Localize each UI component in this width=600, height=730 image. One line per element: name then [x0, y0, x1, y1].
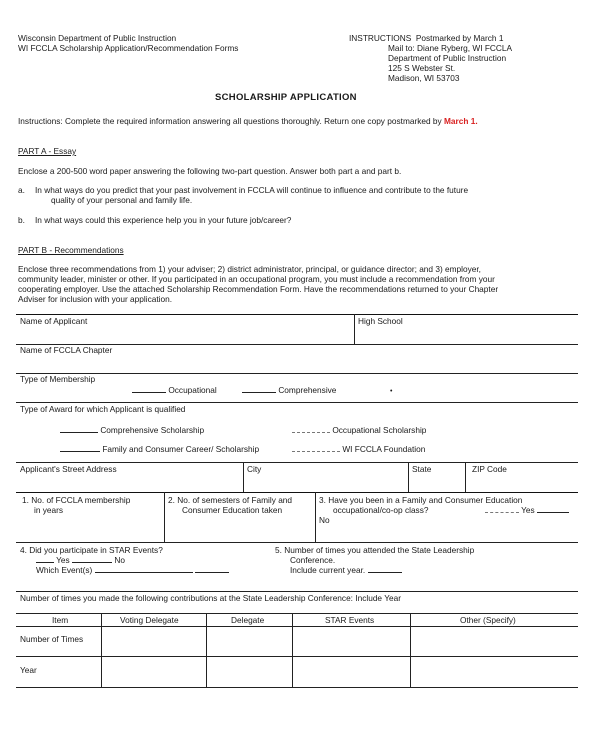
- q4-no-blank[interactable]: [72, 562, 112, 563]
- comprehensive-blank[interactable]: [242, 392, 276, 393]
- part-b-line3: cooperating employer. Use the attached Scholarship Recommendation Form. Have the recommendations returned to your Chapter: [18, 284, 499, 294]
- instructions-word: INSTRUCTIONS: [349, 33, 412, 43]
- name-of-applicant-label: Name of Applicant: [20, 316, 88, 326]
- mail-to: Mail to: Diane Ryberg, WI FCCLA: [388, 43, 513, 53]
- part-b-line4: Adviser for inclusion with your application.: [18, 294, 173, 304]
- page-title: SCHOLARSHIP APPLICATION: [215, 92, 357, 103]
- part-a-a-label: a.: [18, 185, 25, 195]
- divider: [410, 613, 411, 687]
- org-line-2: WI FCCLA Scholarship Application/Recommendation Forms: [18, 43, 239, 53]
- address-line-1: Department of Public Instruction: [388, 53, 507, 63]
- state-label: State: [412, 464, 432, 474]
- rule: [16, 492, 578, 493]
- street-label: Applicant's Street Address: [20, 464, 117, 474]
- occupational-blank[interactable]: [132, 392, 166, 393]
- divider: [243, 462, 244, 492]
- rule: [16, 542, 578, 543]
- rule: [16, 687, 578, 688]
- occ-scholarship-label: Occupational Scholarship: [332, 425, 427, 435]
- table-header-delegate: Delegate: [231, 615, 265, 625]
- rule: [16, 591, 578, 592]
- divider: [408, 462, 409, 492]
- foundation-option[interactable]: [292, 445, 425, 455]
- q4-yes-blank[interactable]: [36, 562, 54, 563]
- rule: [16, 656, 578, 657]
- q3-yes-option[interactable]: [485, 506, 569, 516]
- fcc-scholarship-option[interactable]: [60, 445, 259, 455]
- divider: [292, 613, 293, 687]
- foundation-label: WI FCCLA Foundation: [342, 444, 426, 454]
- comprehensive-label: Comprehensive: [278, 385, 337, 395]
- comp-scholarship-label: Comprehensive Scholarship: [100, 425, 205, 435]
- form-top-rule: [16, 314, 578, 315]
- rule: [16, 373, 578, 374]
- divider: [206, 613, 207, 687]
- table-header-other: Other (Specify): [460, 615, 516, 625]
- table-header-item: Item: [52, 615, 69, 625]
- which-events-field[interactable]: [36, 566, 229, 576]
- org-line-1: Wisconsin Department of Public Instruction: [18, 33, 177, 43]
- city-label: City: [247, 464, 262, 474]
- high-school-label: High School: [358, 316, 403, 326]
- contrib-heading: Number of times you made the following contributions at the State Leadership Conference: Include Year: [20, 593, 401, 603]
- which-events-blank[interactable]: [95, 572, 193, 573]
- part-a-b-text: In what ways could this experience help you in your future job/career?: [35, 215, 292, 225]
- q3-no-label: No: [319, 515, 330, 525]
- fcc-scholarship-label: Family and Consumer Career/ Scholarship: [102, 444, 260, 454]
- occupational-option[interactable]: [132, 386, 217, 396]
- award-type-label: Type of Award for which Applicant is qualified: [20, 404, 186, 414]
- occ-scholarship-option[interactable]: [292, 426, 426, 436]
- part-b-line1: Enclose three recommendations from 1) your adviser; 2) district administrator, principal, or guidance director; and 3) employer,: [18, 264, 481, 274]
- q4-label: 4. Did you participate in STAR Events?: [20, 545, 163, 555]
- part-b-heading: PART B - Recommendations: [18, 245, 124, 255]
- q5-blank[interactable]: [368, 572, 402, 573]
- membership-type-label: Type of Membership: [20, 374, 96, 384]
- comprehensive-option[interactable]: [242, 386, 336, 396]
- q1-line2: in years: [34, 505, 64, 515]
- rule: [16, 462, 578, 463]
- part-a-intro: Enclose a 200-500 word paper answering the following two-part question. Answer both part a and part b.: [18, 166, 402, 176]
- q5-line1: 5. Number of times you attended the State Leadership: [275, 545, 475, 555]
- address-line-2: 125 S Webster St.: [388, 63, 456, 73]
- fcc-scholarship-blank[interactable]: [60, 451, 100, 452]
- address-line-3: Madison, WI 53703: [388, 73, 460, 83]
- occupational-label: Occupational: [168, 385, 217, 395]
- q3-yes-label: Yes: [521, 505, 535, 515]
- q5-line3-field[interactable]: [290, 566, 402, 576]
- instructions-text: Instructions: Complete the required information answering all questions thoroughly. Return one copy postmarked by: [18, 116, 442, 126]
- part-a-a-line2: quality of your personal and family life.: [51, 195, 193, 205]
- q3-line2: occupational/co-op class?: [333, 505, 429, 515]
- rule: [16, 402, 578, 403]
- occ-scholarship-blank[interactable]: [292, 432, 330, 433]
- q5-line3-label: Include current year.: [290, 565, 366, 575]
- q3-line1: 3. Have you been in a Family and Consumer Education: [319, 495, 523, 505]
- foundation-blank[interactable]: [292, 451, 340, 452]
- divider: [354, 314, 355, 344]
- bullet-mark: •: [390, 388, 393, 395]
- postmark-text: Postmarked by March 1: [415, 33, 504, 43]
- q3-yes-trailing-blank: [537, 512, 569, 513]
- divider: [101, 613, 102, 687]
- q1-line1: 1. No. of FCCLA membership: [22, 495, 131, 505]
- divider: [315, 492, 316, 542]
- part-a-a-line1: In what ways do you predict that your past involvement in FCCLA will continue to influence and contribute to the future: [35, 185, 469, 195]
- q3-yes-blank[interactable]: [485, 512, 519, 513]
- row-year: Year: [20, 665, 37, 675]
- instructions-line: [18, 117, 478, 127]
- which-events-label: Which Event(s): [36, 565, 93, 575]
- deadline-text: March 1.: [444, 116, 478, 126]
- comp-scholarship-blank[interactable]: [60, 432, 98, 433]
- q2-line2: Consumer Education taken: [182, 505, 283, 515]
- table-header-star-events: STAR Events: [325, 615, 375, 625]
- chapter-label: Name of FCCLA Chapter: [20, 345, 113, 355]
- zip-label: ZIP Code: [472, 464, 507, 474]
- which-events-blank-2[interactable]: [195, 572, 229, 573]
- rule: [16, 626, 578, 627]
- q4-no-label: No: [114, 555, 125, 565]
- q4-yes-label: Yes: [56, 555, 70, 565]
- q5-line2: Conference.: [290, 555, 336, 565]
- part-a-heading: PART A - Essay: [18, 146, 77, 156]
- row-number-of-times: Number of Times: [20, 634, 84, 644]
- q2-line1: 2. No. of semesters of Family and: [168, 495, 293, 505]
- table-header-voting-delegate: Voting Delegate: [120, 615, 179, 625]
- comp-scholarship-option[interactable]: [60, 426, 204, 436]
- part-b-line2: community leader, minister or other. If you participated in an occupational program, you must include a recommendation from your: [18, 274, 495, 284]
- divider: [465, 462, 466, 492]
- part-a-b-label: b.: [18, 215, 25, 225]
- divider: [164, 492, 165, 542]
